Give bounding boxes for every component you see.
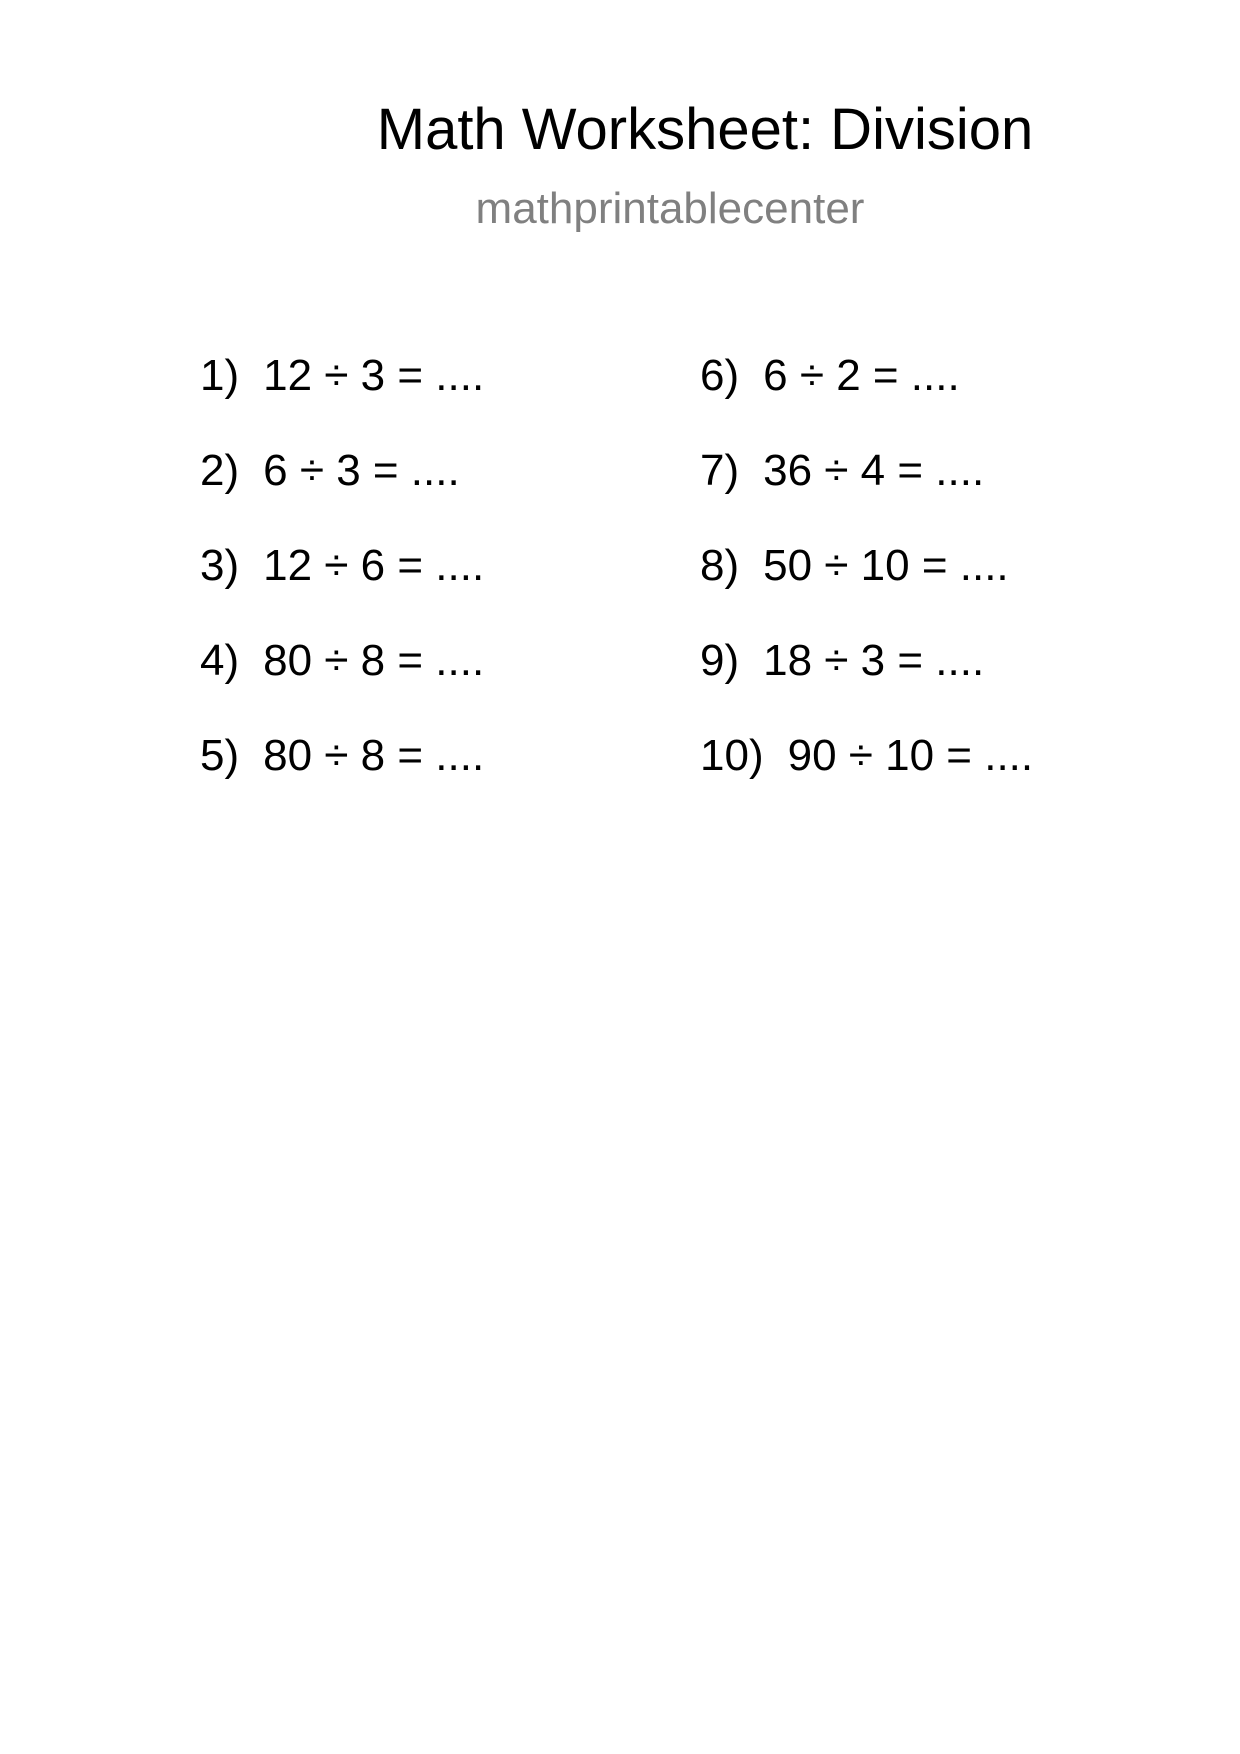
problem-item (700, 345, 1033, 440)
problem-item (200, 440, 484, 535)
problem-number: 9) (700, 636, 740, 685)
problem-number: 4) (200, 636, 240, 685)
problem-expression: 18 ÷ 3 = .... (763, 636, 985, 685)
problem-number: 1) (200, 351, 240, 400)
page-title: Math Worksheet: Division (376, 97, 1034, 162)
problems-column-right (700, 345, 1033, 820)
problem-item (700, 440, 1033, 535)
problem-expression: 36 ÷ 4 = .... (763, 446, 985, 495)
problem-expression: 12 ÷ 3 = .... (263, 351, 485, 400)
problem-number: 3) (200, 541, 240, 590)
problem-number: 5) (200, 731, 240, 780)
problem-item (200, 345, 484, 440)
problem-number: 10) (700, 731, 764, 780)
problem-item (700, 535, 1033, 630)
problem-number: 8) (700, 541, 740, 590)
problem-expression: 50 ÷ 10 = .... (763, 541, 1009, 590)
problem-expression: 80 ÷ 8 = .... (263, 731, 485, 780)
problem-expression: 6 ÷ 2 = .... (763, 351, 960, 400)
problems-column-left (200, 345, 484, 820)
problem-expression: 12 ÷ 6 = .... (263, 541, 485, 590)
problem-item (200, 535, 484, 630)
problem-number: 6) (700, 351, 740, 400)
problem-item (700, 630, 1033, 725)
problem-item (700, 725, 1033, 820)
problem-expression: 6 ÷ 3 = .... (263, 446, 460, 495)
problem-number: 2) (200, 446, 240, 495)
problem-number: 7) (700, 446, 740, 495)
page-subtitle: mathprintablecenter (475, 184, 865, 233)
problem-item (200, 630, 484, 725)
problem-expression: 90 ÷ 10 = .... (787, 731, 1034, 780)
problem-item (200, 725, 484, 820)
problem-expression: 80 ÷ 8 = .... (263, 636, 485, 685)
